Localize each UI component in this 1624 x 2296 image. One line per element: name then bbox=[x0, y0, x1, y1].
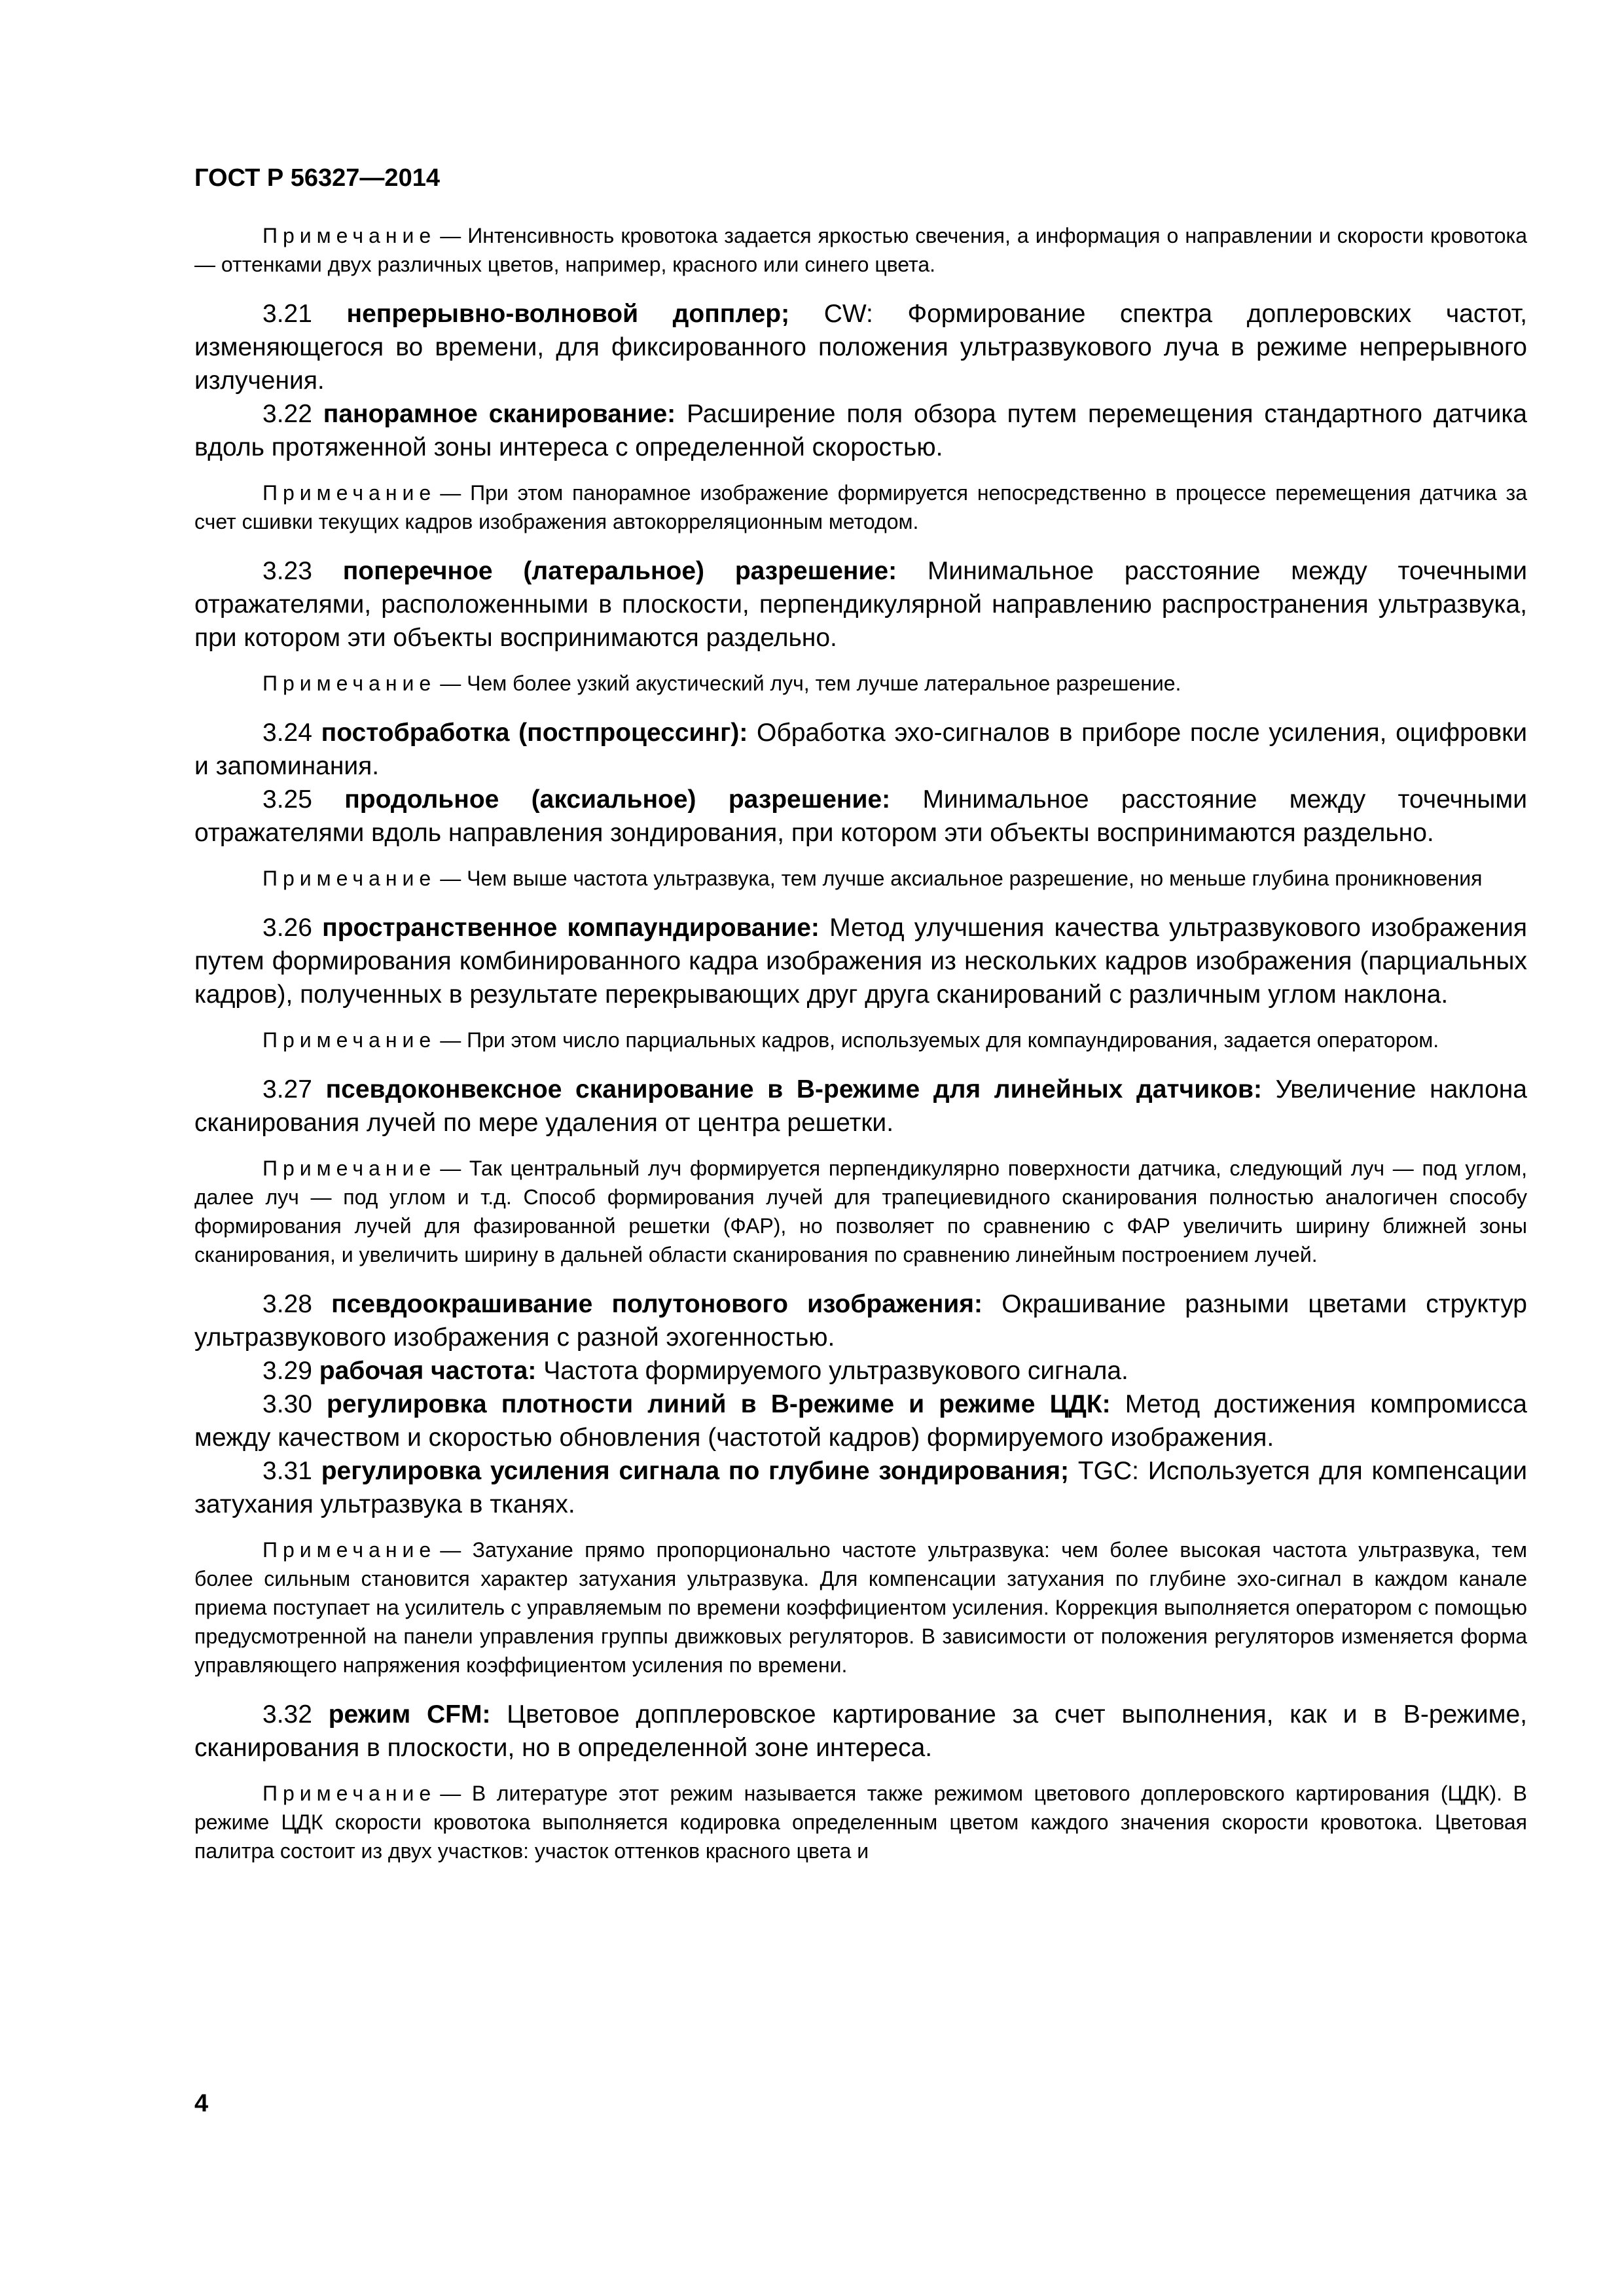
term-name: непрерывно-волновой допплер; bbox=[346, 300, 790, 328]
note-text: — Чем более узкий акустический луч, тем лучше латеральное разрешение. bbox=[440, 672, 1182, 695]
term-number: 3.25 bbox=[262, 785, 312, 814]
term-definition bbox=[194, 1354, 1527, 1388]
note-label: Примечание bbox=[262, 481, 437, 505]
note-label: Примечание bbox=[262, 1028, 437, 1052]
term-name: поперечное (латеральное) разрешение: bbox=[342, 557, 897, 585]
note-text: — При этом панорамное изображение формируется непосредственно в процессе перемещения датчика за счет сшивки текущих кадров изображения автокорреляционным методом. bbox=[194, 481, 1527, 533]
note-label: Примечание bbox=[262, 1538, 437, 1562]
term-number: 3.31 bbox=[262, 1457, 312, 1485]
note-paragraph bbox=[194, 1535, 1527, 1679]
note-text: — Затухание прямо пропорционально частоте ультразвука: чем более высокая частота ультразвука, тем более сильным становится характер затухания ультразвука. Для компенсации затухания по глубине эхо-сигнал в каждом канале приема поступает на усилитель с управляемым по времени коэффициентом усиления. Коррекция выполняется оператором с помощью предусмотренной на панели управления группы движковых регуляторов. В зависимости от положения регуляторов изменяется форма управляющего напряжения коэффициентом усиления по времени. bbox=[194, 1538, 1527, 1677]
term-definition bbox=[194, 1388, 1527, 1454]
note-paragraph bbox=[194, 221, 1527, 279]
term-definition-text: Расширение поля обзора путем перемещения стандартного датчика вдоль протяженной зоны интереса с определенной скоростью. bbox=[194, 400, 1527, 461]
term-definition-text: Минимальное расстояние между точечными отражателями вдоль направления зондирования, при котором эти объекты воспринимаются раздельно. bbox=[194, 785, 1527, 847]
term-name: панорамное сканирование: bbox=[323, 400, 676, 428]
note-paragraph bbox=[194, 669, 1527, 698]
term-definition bbox=[194, 1073, 1527, 1139]
term-definition-text: Частота формируемого ультразвукового сигнала. bbox=[543, 1357, 1128, 1385]
document-page bbox=[194, 0, 1527, 2296]
term-name: псевдоокрашивание полутонового изображения: bbox=[331, 1290, 983, 1318]
term-definition-text: Увеличение наклона сканирования лучей по мере удаления от центра решетки. bbox=[194, 1075, 1527, 1137]
note-text: — Так центральный луч формируется перпендикулярно поверхности датчика, следующий луч — под углом, далее луч — под углом и т.д. Способ формирования лучей для трапециевидного сканирования полностью аналогичен способу формирования лучей для фазированной решетки (ФАР), но позволяет по сравнению с ФАР увеличить ширину ближней зоны сканирования, и увеличить ширину в дальней области сканирования по сравнению линейным построением лучей. bbox=[194, 1157, 1527, 1266]
term-definition-text: Минимальное расстояние между точечными отражателями, расположенными в плоскости, перпендикулярной направлению распространения ультразвука, при котором эти объекты воспринимаются раздельно. bbox=[194, 557, 1527, 652]
term-number: 3.29 bbox=[262, 1357, 312, 1385]
term-number: 3.26 bbox=[262, 914, 312, 942]
term-name: псевдоконвексное сканирование в В-режиме для линейных датчиков: bbox=[325, 1075, 1262, 1103]
standard-header: ГОСТ Р 56327—2014 bbox=[194, 164, 440, 192]
term-definition bbox=[194, 783, 1527, 850]
term-name: регулировка усиления сигнала по глубине зондирования; bbox=[321, 1457, 1070, 1485]
note-text: — Чем выше частота ультразвука, тем лучше аксиальное разрешение, но меньше глубина проникновения bbox=[440, 867, 1483, 890]
term-name: регулировка плотности линий в В-режиме и режиме ЦДК: bbox=[327, 1390, 1111, 1418]
note-text: — Интенсивность кровотока задается яркостью свечения, а информация о направлении и скорости кровотока — оттенками двух различных цветов, например, красного или синего цвета. bbox=[194, 224, 1527, 276]
note-label: Примечание bbox=[262, 224, 437, 247]
term-number: 3.21 bbox=[262, 300, 312, 328]
term-definition bbox=[194, 554, 1527, 655]
page-number: 4 bbox=[194, 2090, 209, 2117]
term-definition bbox=[194, 1287, 1527, 1354]
note-paragraph bbox=[194, 864, 1527, 893]
term-definition bbox=[194, 397, 1527, 464]
term-number: 3.23 bbox=[262, 557, 312, 585]
term-number: 3.32 bbox=[262, 1700, 312, 1729]
term-definition bbox=[194, 716, 1527, 783]
term-definition bbox=[194, 1454, 1527, 1521]
term-definition-text: Окрашивание разными цветами структур ультразвукового изображения с разной эхогенностью. bbox=[194, 1290, 1527, 1352]
term-definition-text: Цветовое допплеровское картирование за счет выполнения, как и в В-режиме, сканирования в плоскости, но в определенной зоне интереса. bbox=[194, 1700, 1527, 1762]
term-definition bbox=[194, 1698, 1527, 1765]
note-paragraph bbox=[194, 478, 1527, 536]
term-definition-text: Метод достижения компромисса между качеством и скоростью обновления (частотой кадров) формируемого изображения. bbox=[194, 1390, 1528, 1452]
note-text: — В литературе этот режим называется также режимом цветового доплеровского картирования (ЦДК). В режиме ЦДК скорости кровотока выполняется кодировка определенным цветом каждого значения скорости кровотока. Цветовая палитра состоит из двух участков: участок оттенков красного цвета и bbox=[194, 1782, 1527, 1863]
term-name: пространственное компаундирование: bbox=[322, 914, 820, 942]
term-name: постобработка (постпроцессинг): bbox=[321, 719, 748, 747]
term-number: 3.24 bbox=[262, 719, 312, 747]
term-name: рабочая частота: bbox=[319, 1357, 537, 1385]
term-number: 3.30 bbox=[262, 1390, 312, 1418]
term-name: режим CFM: bbox=[328, 1700, 491, 1729]
note-label: Примечание bbox=[262, 1782, 437, 1805]
note-paragraph bbox=[194, 1154, 1527, 1269]
term-definition-text: Обработка эхо-сигналов в приборе после усиления, оцифровки и запоминания. bbox=[194, 719, 1528, 780]
term-definition-text: CW: Формирование спектра доплеровских частот, изменяющегося во времени, для фиксированного положения ультразвукового луча в режиме непрерывного излучения. bbox=[194, 300, 1527, 395]
term-number: 3.27 bbox=[262, 1075, 312, 1103]
term-number: 3.28 bbox=[262, 1290, 312, 1318]
term-definition-text: Метод улучшения качества ультразвукового изображения путем формирования комбинированного кадра изображения из нескольких кадров изображения (парциальных кадров), полученных в результате перекрывающих друг друга сканирований с различным углом наклона. bbox=[194, 914, 1527, 1009]
document-body bbox=[194, 221, 1527, 1884]
term-name: продольное (аксиальное) разрешение: bbox=[344, 785, 891, 814]
term-definition bbox=[194, 297, 1527, 397]
note-paragraph bbox=[194, 1779, 1527, 1865]
note-text: — При этом число парциальных кадров, используемых для компаундирования, задается оператором. bbox=[440, 1028, 1439, 1052]
term-number: 3.22 bbox=[262, 400, 312, 428]
term-definition bbox=[194, 911, 1527, 1011]
note-label: Примечание bbox=[262, 672, 437, 695]
note-label: Примечание bbox=[262, 867, 437, 890]
note-paragraph bbox=[194, 1026, 1527, 1054]
note-label: Примечание bbox=[262, 1157, 437, 1180]
term-definition-text: TGC: Используется для компенсации затухания ультразвука в тканях. bbox=[194, 1457, 1527, 1518]
